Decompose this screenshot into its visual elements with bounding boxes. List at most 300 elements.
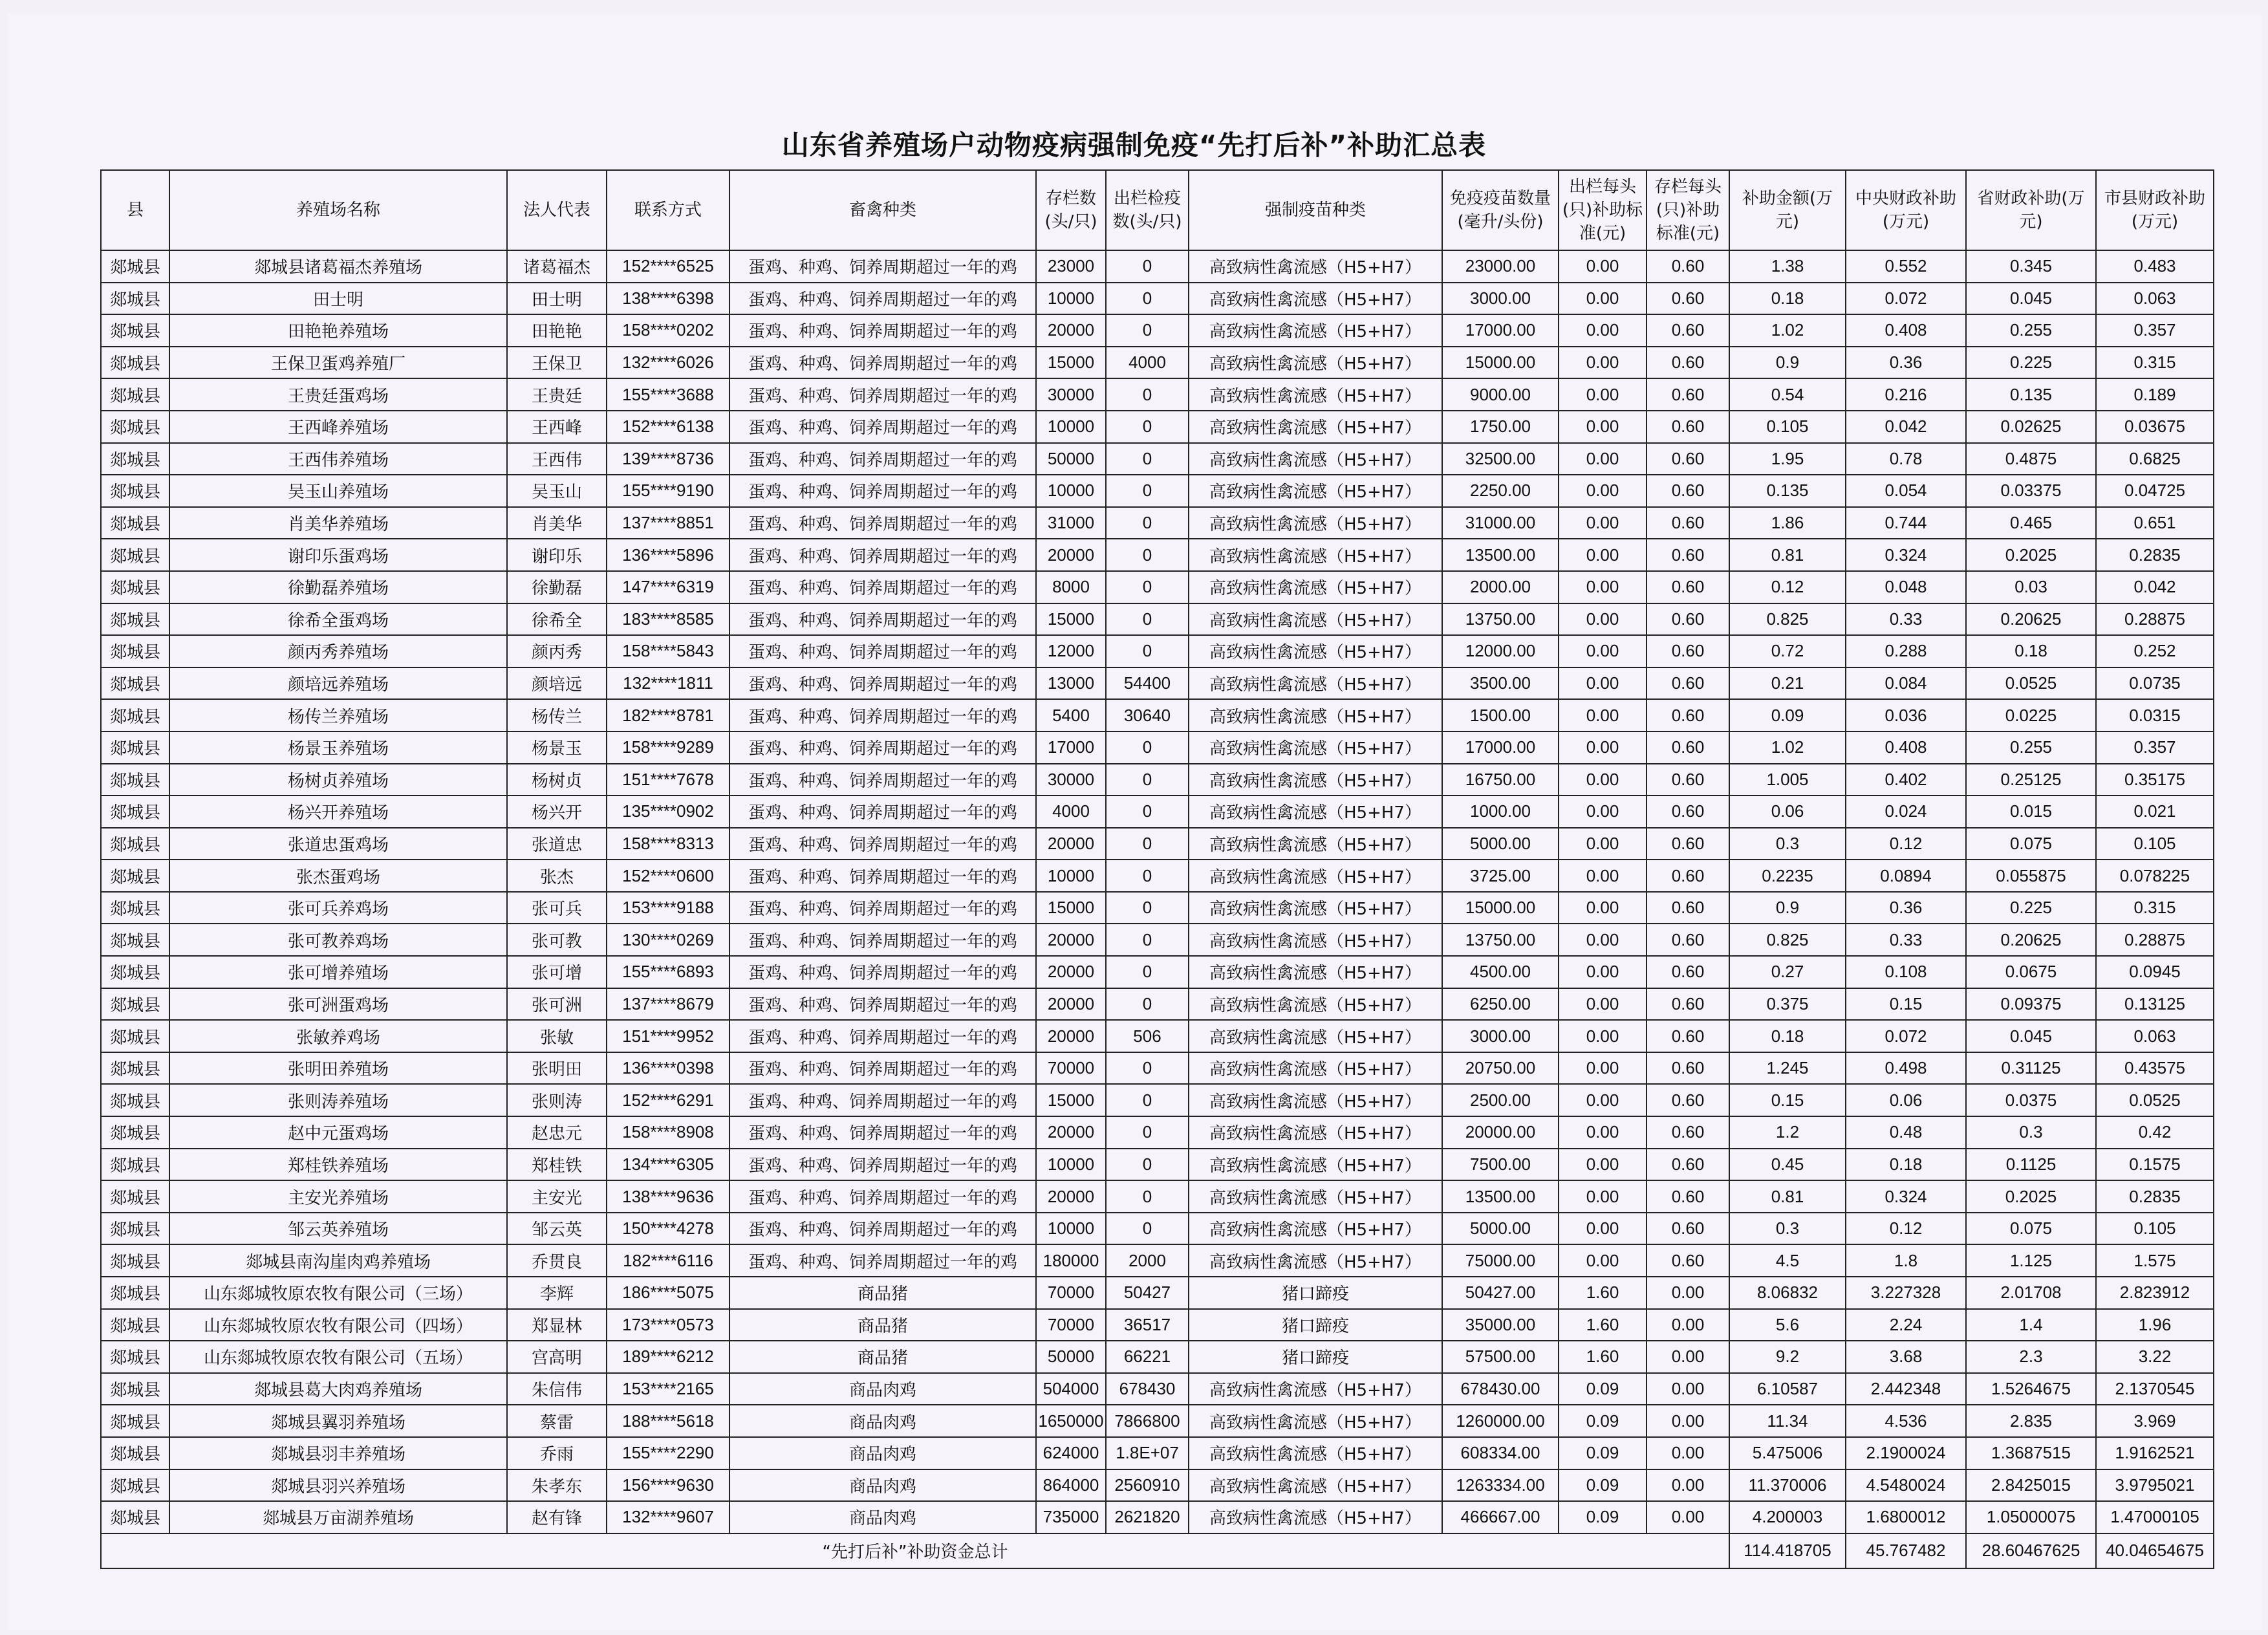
cell-legal-rep: 宫高明 [507, 1341, 607, 1373]
cell-vaccine-quantity: 466667.00 [1442, 1501, 1559, 1533]
cell-outgoing-quarantine: 0 [1106, 539, 1189, 571]
table-row [101, 283, 2214, 315]
cell-vaccine-type: 高致病性禽流感（H5+H7） [1189, 347, 1442, 379]
cell-central-subsidy: 3.227328 [1846, 1277, 1966, 1309]
cell-outgoing-rate: 0.00 [1559, 731, 1647, 764]
cell-provincial-subsidy: 0.345 [1966, 250, 2096, 283]
cell-stock-rate: 0.60 [1647, 1020, 1729, 1052]
cell-central-subsidy: 4.5480024 [1846, 1469, 1966, 1502]
cell-provincial-subsidy: 2.8425015 [1966, 1469, 2096, 1502]
table-row [101, 828, 2214, 860]
cell-central-subsidy: 2.442348 [1846, 1373, 1966, 1405]
cell-provincial-subsidy: 0.0225 [1966, 699, 2096, 731]
cell-outgoing-rate: 0.00 [1559, 347, 1647, 379]
cell-subsidy-amount: 0.3 [1729, 1213, 1846, 1245]
cell-species: 蛋鸡、种鸡、饲养周期超过一年的鸡 [729, 1020, 1036, 1052]
cell-outgoing-rate: 0.00 [1559, 411, 1647, 443]
table-row [101, 1180, 2214, 1213]
table-row [101, 443, 2214, 475]
cell-outgoing-rate: 1.60 [1559, 1277, 1647, 1309]
cell-city-county-subsidy: 0.13125 [2096, 988, 2214, 1021]
cell-subsidy-amount: 1.005 [1729, 764, 1846, 796]
cell-city-county-subsidy: 0.315 [2096, 892, 2214, 924]
cell-vaccine-quantity: 3725.00 [1442, 860, 1559, 892]
cell-provincial-subsidy: 0.20625 [1966, 924, 2096, 956]
cell-provincial-subsidy: 0.135 [1966, 378, 2096, 411]
cell-species: 蛋鸡、种鸡、饲养周期超过一年的鸡 [729, 956, 1036, 988]
cell-outgoing-rate: 0.00 [1559, 828, 1647, 860]
cell-county: 郯城县 [101, 314, 169, 347]
cell-county: 郯城县 [101, 1341, 169, 1373]
cell-outgoing-rate: 0.00 [1559, 1052, 1647, 1085]
cell-stock: 20000 [1036, 956, 1106, 988]
cell-vaccine-type: 高致病性禽流感（H5+H7） [1189, 796, 1442, 828]
cell-central-subsidy: 0.0894 [1846, 860, 1966, 892]
cell-city-county-subsidy: 1.47000105 [2096, 1501, 2214, 1533]
table-row [101, 603, 2214, 636]
cell-contact: 132****9607 [607, 1501, 729, 1533]
cell-subsidy-amount: 0.54 [1729, 378, 1846, 411]
cell-city-county-subsidy: 1.575 [2096, 1244, 2214, 1277]
cell-outgoing-quarantine: 0 [1106, 828, 1189, 860]
cell-vaccine-quantity: 5000.00 [1442, 828, 1559, 860]
cell-species: 蛋鸡、种鸡、饲养周期超过一年的鸡 [729, 347, 1036, 379]
cell-vaccine-type: 高致病性禽流感（H5+H7） [1189, 956, 1442, 988]
cell-provincial-subsidy: 0.255 [1966, 314, 2096, 347]
cell-farm-name: 山东郯城牧原农牧有限公司（四场） [169, 1309, 507, 1341]
cell-vaccine-quantity: 3500.00 [1442, 667, 1559, 700]
cell-contact: 137****8679 [607, 988, 729, 1021]
cell-species: 蛋鸡、种鸡、饲养周期超过一年的鸡 [729, 475, 1036, 507]
cell-central-subsidy: 0.33 [1846, 924, 1966, 956]
cell-city-county-subsidy: 2.823912 [2096, 1277, 2214, 1309]
cell-legal-rep: 朱孝东 [507, 1469, 607, 1502]
cell-farm-name: 王西峰养殖场 [169, 411, 507, 443]
cell-stock-rate: 0.60 [1647, 988, 1729, 1021]
cell-provincial-subsidy: 0.045 [1966, 283, 2096, 315]
cell-stock: 10000 [1036, 1213, 1106, 1245]
cell-provincial-subsidy: 1.3687515 [1966, 1437, 2096, 1469]
cell-vaccine-type: 猪口蹄疫 [1189, 1341, 1442, 1373]
cell-vaccine-quantity: 75000.00 [1442, 1244, 1559, 1277]
cell-central-subsidy: 0.054 [1846, 475, 1966, 507]
cell-central-subsidy: 0.78 [1846, 443, 1966, 475]
cell-farm-name: 张敏养鸡场 [169, 1020, 507, 1052]
cell-farm-name: 田艳艳养殖场 [169, 314, 507, 347]
cell-outgoing-quarantine: 0 [1106, 1052, 1189, 1085]
cell-stock-rate: 0.60 [1647, 603, 1729, 636]
cell-legal-rep: 张可增 [507, 956, 607, 988]
cell-stock: 864000 [1036, 1469, 1106, 1502]
cell-central-subsidy: 0.12 [1846, 1213, 1966, 1245]
cell-subsidy-amount: 0.3 [1729, 828, 1846, 860]
cell-vaccine-quantity: 1500.00 [1442, 699, 1559, 731]
cell-vaccine-quantity: 31000.00 [1442, 507, 1559, 539]
col-county: 县 [101, 170, 169, 250]
cell-stock-rate: 0.60 [1647, 828, 1729, 860]
col-contact: 联系方式 [607, 170, 729, 250]
cell-outgoing-quarantine: 2621820 [1106, 1501, 1189, 1533]
table-row [101, 1501, 2214, 1533]
cell-provincial-subsidy: 0.03 [1966, 571, 2096, 603]
cell-stock: 10000 [1036, 411, 1106, 443]
cell-outgoing-quarantine: 0 [1106, 988, 1189, 1021]
cell-outgoing-rate: 0.00 [1559, 860, 1647, 892]
cell-stock: 20000 [1036, 924, 1106, 956]
cell-farm-name: 颜培远养殖场 [169, 667, 507, 700]
cell-outgoing-rate: 0.00 [1559, 314, 1647, 347]
cell-legal-rep: 颜丙秀 [507, 635, 607, 667]
table-row [101, 250, 2214, 283]
cell-vaccine-type: 高致病性禽流感（H5+H7） [1189, 1373, 1442, 1405]
cell-provincial-subsidy: 0.075 [1966, 828, 2096, 860]
cell-vaccine-type: 高致病性禽流感（H5+H7） [1189, 731, 1442, 764]
cell-contact: 134****6305 [607, 1149, 729, 1181]
cell-vaccine-quantity: 7500.00 [1442, 1149, 1559, 1181]
cell-vaccine-quantity: 6250.00 [1442, 988, 1559, 1021]
cell-subsidy-amount: 1.02 [1729, 731, 1846, 764]
cell-stock: 10000 [1036, 283, 1106, 315]
cell-vaccine-type: 高致病性禽流感（H5+H7） [1189, 1020, 1442, 1052]
table-row [101, 1244, 2214, 1277]
cell-county: 郯城县 [101, 860, 169, 892]
cell-provincial-subsidy: 0.225 [1966, 892, 2096, 924]
cell-vaccine-type: 高致病性禽流感（H5+H7） [1189, 1052, 1442, 1085]
col-central-subsidy: 中央财政补助(万元) [1846, 170, 1966, 250]
cell-county: 郯城县 [101, 1020, 169, 1052]
cell-vaccine-quantity: 17000.00 [1442, 314, 1559, 347]
cell-vaccine-type: 高致病性禽流感（H5+H7） [1189, 860, 1442, 892]
cell-species: 蛋鸡、种鸡、饲养周期超过一年的鸡 [729, 860, 1036, 892]
cell-vaccine-quantity: 9000.00 [1442, 378, 1559, 411]
cell-city-county-subsidy: 2.1370545 [2096, 1373, 2214, 1405]
cell-city-county-subsidy: 1.9162521 [2096, 1437, 2214, 1469]
cell-stock: 10000 [1036, 860, 1106, 892]
cell-outgoing-rate: 1.60 [1559, 1341, 1647, 1373]
cell-subsidy-amount: 0.2235 [1729, 860, 1846, 892]
cell-vaccine-type: 猪口蹄疫 [1189, 1309, 1442, 1341]
cell-subsidy-amount: 0.9 [1729, 347, 1846, 379]
cell-provincial-subsidy: 2.3 [1966, 1341, 2096, 1373]
cell-farm-name: 徐希全蛋鸡场 [169, 603, 507, 636]
cell-city-county-subsidy: 0.0945 [2096, 956, 2214, 988]
table-row [101, 1437, 2214, 1469]
cell-county: 郯城县 [101, 892, 169, 924]
cell-stock-rate: 0.60 [1647, 860, 1729, 892]
cell-stock-rate: 0.60 [1647, 571, 1729, 603]
cell-central-subsidy: 0.042 [1846, 411, 1966, 443]
cell-vaccine-type: 高致病性禽流感（H5+H7） [1189, 1180, 1442, 1213]
cell-legal-rep: 赵忠元 [507, 1116, 607, 1149]
cell-central-subsidy: 0.498 [1846, 1052, 1966, 1085]
cell-legal-rep: 王贵廷 [507, 378, 607, 411]
cell-outgoing-rate: 0.00 [1559, 1020, 1647, 1052]
cell-farm-name: 杨兴开养殖场 [169, 796, 507, 828]
cell-farm-name: 谢印乐蛋鸡场 [169, 539, 507, 571]
cell-stock-rate: 0.00 [1647, 1309, 1729, 1341]
table-row [101, 924, 2214, 956]
cell-legal-rep: 杨兴开 [507, 796, 607, 828]
cell-contact: 137****8851 [607, 507, 729, 539]
cell-vaccine-type: 高致病性禽流感（H5+H7） [1189, 667, 1442, 700]
cell-outgoing-quarantine: 0 [1106, 571, 1189, 603]
cell-city-county-subsidy: 0.042 [2096, 571, 2214, 603]
cell-stock: 504000 [1036, 1373, 1106, 1405]
cell-contact: 183****8585 [607, 603, 729, 636]
cell-species: 蛋鸡、种鸡、饲养周期超过一年的鸡 [729, 283, 1036, 315]
cell-central-subsidy: 0.48 [1846, 1116, 1966, 1149]
total-amount: 114.418705 [1729, 1533, 1846, 1568]
cell-provincial-subsidy: 0.20625 [1966, 603, 2096, 636]
cell-provincial-subsidy: 0.2025 [1966, 1180, 2096, 1213]
cell-outgoing-rate: 0.00 [1559, 764, 1647, 796]
cell-stock-rate: 0.60 [1647, 764, 1729, 796]
table-row [101, 539, 2214, 571]
cell-species: 商品肉鸡 [729, 1405, 1036, 1437]
cell-stock: 31000 [1036, 507, 1106, 539]
cell-stock-rate: 0.60 [1647, 443, 1729, 475]
cell-city-county-subsidy: 3.9795021 [2096, 1469, 2214, 1502]
cell-species: 蛋鸡、种鸡、饲养周期超过一年的鸡 [729, 796, 1036, 828]
cell-contact: 150****4278 [607, 1213, 729, 1245]
cell-city-county-subsidy: 0.35175 [2096, 764, 2214, 796]
cell-vaccine-type: 高致病性禽流感（H5+H7） [1189, 924, 1442, 956]
cell-central-subsidy: 0.084 [1846, 667, 1966, 700]
cell-subsidy-amount: 1.38 [1729, 250, 1846, 283]
cell-county: 郯城县 [101, 571, 169, 603]
cell-farm-name: 王贵廷蛋鸡场 [169, 378, 507, 411]
cell-vaccine-type: 高致病性禽流感（H5+H7） [1189, 411, 1442, 443]
cell-species: 蛋鸡、种鸡、饲养周期超过一年的鸡 [729, 1244, 1036, 1277]
cell-stock-rate: 0.60 [1647, 892, 1729, 924]
cell-contact: 155****2290 [607, 1437, 729, 1469]
cell-vaccine-quantity: 12000.00 [1442, 635, 1559, 667]
cell-farm-name: 张可增养殖场 [169, 956, 507, 988]
table-row [101, 1405, 2214, 1437]
cell-farm-name: 张可兵养鸡场 [169, 892, 507, 924]
cell-species: 蛋鸡、种鸡、饲养周期超过一年的鸡 [729, 1116, 1036, 1149]
cell-stock-rate: 0.60 [1647, 667, 1729, 700]
cell-subsidy-amount: 0.81 [1729, 1180, 1846, 1213]
table-row [101, 731, 2214, 764]
cell-provincial-subsidy: 0.18 [1966, 635, 2096, 667]
cell-county: 郯城县 [101, 1084, 169, 1116]
cell-contact: 153****2165 [607, 1373, 729, 1405]
cell-legal-rep: 田士明 [507, 283, 607, 315]
cell-city-county-subsidy: 0.651 [2096, 507, 2214, 539]
cell-central-subsidy: 4.536 [1846, 1405, 1966, 1437]
cell-outgoing-quarantine: 0 [1106, 1084, 1189, 1116]
cell-species: 蛋鸡、种鸡、饲养周期超过一年的鸡 [729, 314, 1036, 347]
cell-stock: 15000 [1036, 892, 1106, 924]
cell-vaccine-quantity: 16750.00 [1442, 764, 1559, 796]
cell-species: 蛋鸡、种鸡、饲养周期超过一年的鸡 [729, 1213, 1036, 1245]
cell-stock: 70000 [1036, 1309, 1106, 1341]
cell-vaccine-type: 高致病性禽流感（H5+H7） [1189, 699, 1442, 731]
col-city-county-subsidy: 市县财政补助(万元) [2096, 170, 2214, 250]
cell-legal-rep: 张杰 [507, 860, 607, 892]
cell-central-subsidy: 0.12 [1846, 828, 1966, 860]
cell-outgoing-rate: 0.09 [1559, 1437, 1647, 1469]
cell-farm-name: 肖美华养殖场 [169, 507, 507, 539]
cell-legal-rep: 张可兵 [507, 892, 607, 924]
cell-subsidy-amount: 0.375 [1729, 988, 1846, 1021]
cell-stock: 20000 [1036, 828, 1106, 860]
cell-outgoing-quarantine: 0 [1106, 475, 1189, 507]
cell-stock: 5400 [1036, 699, 1106, 731]
cell-county: 郯城县 [101, 956, 169, 988]
cell-subsidy-amount: 1.245 [1729, 1052, 1846, 1085]
cell-subsidy-amount: 0.21 [1729, 667, 1846, 700]
cell-farm-name: 王保卫蛋鸡养殖厂 [169, 347, 507, 379]
cell-contact: 158****8313 [607, 828, 729, 860]
table-row [101, 347, 2214, 379]
col-farm-name: 养殖场名称 [169, 170, 507, 250]
cell-county: 郯城县 [101, 1405, 169, 1437]
cell-vaccine-quantity: 3000.00 [1442, 1020, 1559, 1052]
cell-species: 商品猪 [729, 1277, 1036, 1309]
cell-subsidy-amount: 1.95 [1729, 443, 1846, 475]
table-row [101, 699, 2214, 731]
cell-city-county-subsidy: 3.969 [2096, 1405, 2214, 1437]
cell-legal-rep: 郑桂铁 [507, 1149, 607, 1181]
cell-farm-name: 山东郯城牧原农牧有限公司（五场） [169, 1341, 507, 1373]
cell-outgoing-quarantine: 0 [1106, 635, 1189, 667]
cell-county: 郯城县 [101, 507, 169, 539]
cell-stock: 735000 [1036, 1501, 1106, 1533]
cell-vaccine-quantity: 1263334.00 [1442, 1469, 1559, 1502]
cell-city-county-subsidy: 0.063 [2096, 1020, 2214, 1052]
cell-subsidy-amount: 5.475006 [1729, 1437, 1846, 1469]
cell-vaccine-type: 高致病性禽流感（H5+H7） [1189, 571, 1442, 603]
cell-legal-rep: 谢印乐 [507, 539, 607, 571]
cell-legal-rep: 杨树贞 [507, 764, 607, 796]
cell-outgoing-rate: 0.00 [1559, 1084, 1647, 1116]
cell-contact: 138****9636 [607, 1180, 729, 1213]
cell-stock-rate: 0.60 [1647, 1116, 1729, 1149]
cell-stock-rate: 0.60 [1647, 1244, 1729, 1277]
cell-contact: 130****0269 [607, 924, 729, 956]
cell-outgoing-quarantine: 0 [1106, 378, 1189, 411]
table-row [101, 860, 2214, 892]
cell-contact: 152****6291 [607, 1084, 729, 1116]
total-row [101, 1533, 2214, 1568]
cell-farm-name: 郯城县羽兴养殖场 [169, 1469, 507, 1502]
cell-outgoing-quarantine: 0 [1106, 1213, 1189, 1245]
cell-outgoing-rate: 0.00 [1559, 1149, 1647, 1181]
cell-outgoing-rate: 0.00 [1559, 1180, 1647, 1213]
cell-farm-name: 郯城县诸葛福杰养殖场 [169, 250, 507, 283]
cell-stock: 23000 [1036, 250, 1106, 283]
cell-outgoing-quarantine: 0 [1106, 443, 1189, 475]
cell-stock-rate: 0.60 [1647, 1084, 1729, 1116]
cell-vaccine-type: 高致病性禽流感（H5+H7） [1189, 250, 1442, 283]
cell-stock-rate: 0.60 [1647, 378, 1729, 411]
cell-legal-rep: 朱信伟 [507, 1373, 607, 1405]
cell-outgoing-quarantine: 0 [1106, 314, 1189, 347]
cell-provincial-subsidy: 0.31125 [1966, 1052, 2096, 1085]
cell-subsidy-amount: 9.2 [1729, 1341, 1846, 1373]
cell-provincial-subsidy: 0.02625 [1966, 411, 2096, 443]
cell-outgoing-rate: 0.09 [1559, 1501, 1647, 1533]
cell-vaccine-quantity: 13500.00 [1442, 1180, 1559, 1213]
cell-outgoing-quarantine: 0 [1106, 796, 1189, 828]
cell-stock: 15000 [1036, 603, 1106, 636]
cell-outgoing-rate: 0.00 [1559, 378, 1647, 411]
cell-subsidy-amount: 0.27 [1729, 956, 1846, 988]
cell-outgoing-rate: 0.00 [1559, 924, 1647, 956]
cell-farm-name: 张道忠蛋鸡场 [169, 828, 507, 860]
cell-subsidy-amount: 0.9 [1729, 892, 1846, 924]
cell-outgoing-rate: 0.00 [1559, 603, 1647, 636]
cell-farm-name: 张则涛养殖场 [169, 1084, 507, 1116]
cell-outgoing-rate: 0.00 [1559, 539, 1647, 571]
cell-outgoing-rate: 0.00 [1559, 635, 1647, 667]
cell-city-county-subsidy: 0.28875 [2096, 603, 2214, 636]
cell-county: 郯城县 [101, 1180, 169, 1213]
cell-contact: 147****6319 [607, 571, 729, 603]
cell-central-subsidy: 0.33 [1846, 603, 1966, 636]
cell-outgoing-quarantine: 678430 [1106, 1373, 1189, 1405]
cell-provincial-subsidy: 0.075 [1966, 1213, 2096, 1245]
cell-city-county-subsidy: 0.28875 [2096, 924, 2214, 956]
cell-legal-rep: 邹云英 [507, 1213, 607, 1245]
cell-city-county-subsidy: 0.063 [2096, 283, 2214, 315]
cell-stock-rate: 0.00 [1647, 1373, 1729, 1405]
cell-outgoing-rate: 0.00 [1559, 796, 1647, 828]
cell-vaccine-quantity: 3000.00 [1442, 283, 1559, 315]
cell-legal-rep: 颜培远 [507, 667, 607, 700]
cell-provincial-subsidy: 0.0525 [1966, 667, 2096, 700]
cell-subsidy-amount: 0.18 [1729, 283, 1846, 315]
cell-farm-name: 郯城县南沟崖肉鸡养殖场 [169, 1244, 507, 1277]
cell-county: 郯城县 [101, 539, 169, 571]
cell-farm-name: 吴玉山养殖场 [169, 475, 507, 507]
cell-legal-rep: 肖美华 [507, 507, 607, 539]
cell-county: 郯城县 [101, 1116, 169, 1149]
cell-provincial-subsidy: 0.03375 [1966, 475, 2096, 507]
cell-contact: 132****6026 [607, 347, 729, 379]
cell-city-county-subsidy: 0.04725 [2096, 475, 2214, 507]
cell-legal-rep: 徐希全 [507, 603, 607, 636]
table-row [101, 1116, 2214, 1149]
cell-farm-name: 郯城县翼羽养殖场 [169, 1405, 507, 1437]
table-row [101, 1373, 2214, 1405]
cell-legal-rep: 蔡雷 [507, 1405, 607, 1437]
cell-species: 商品猪 [729, 1309, 1036, 1341]
cell-stock-rate: 0.60 [1647, 507, 1729, 539]
cell-outgoing-rate: 0.00 [1559, 571, 1647, 603]
cell-legal-rep: 诸葛福杰 [507, 250, 607, 283]
cell-county: 郯城县 [101, 924, 169, 956]
cell-city-county-subsidy: 0.1575 [2096, 1149, 2214, 1181]
cell-vaccine-type: 高致病性禽流感（H5+H7） [1189, 1437, 1442, 1469]
cell-legal-rep: 张敏 [507, 1020, 607, 1052]
cell-subsidy-amount: 1.02 [1729, 314, 1846, 347]
cell-county: 郯城县 [101, 283, 169, 315]
cell-outgoing-quarantine: 0 [1106, 1149, 1189, 1181]
cell-vaccine-type: 高致病性禽流感（H5+H7） [1189, 1469, 1442, 1502]
cell-legal-rep: 乔雨 [507, 1437, 607, 1469]
cell-legal-rep: 王西伟 [507, 443, 607, 475]
cell-legal-rep: 王保卫 [507, 347, 607, 379]
col-subsidy-amount: 补助金额(万元) [1729, 170, 1846, 250]
cell-contact: 158****9289 [607, 731, 729, 764]
cell-central-subsidy: 0.036 [1846, 699, 1966, 731]
cell-legal-rep: 张可教 [507, 924, 607, 956]
cell-central-subsidy: 0.408 [1846, 731, 1966, 764]
col-stock: 存栏数(头/只) [1036, 170, 1106, 250]
